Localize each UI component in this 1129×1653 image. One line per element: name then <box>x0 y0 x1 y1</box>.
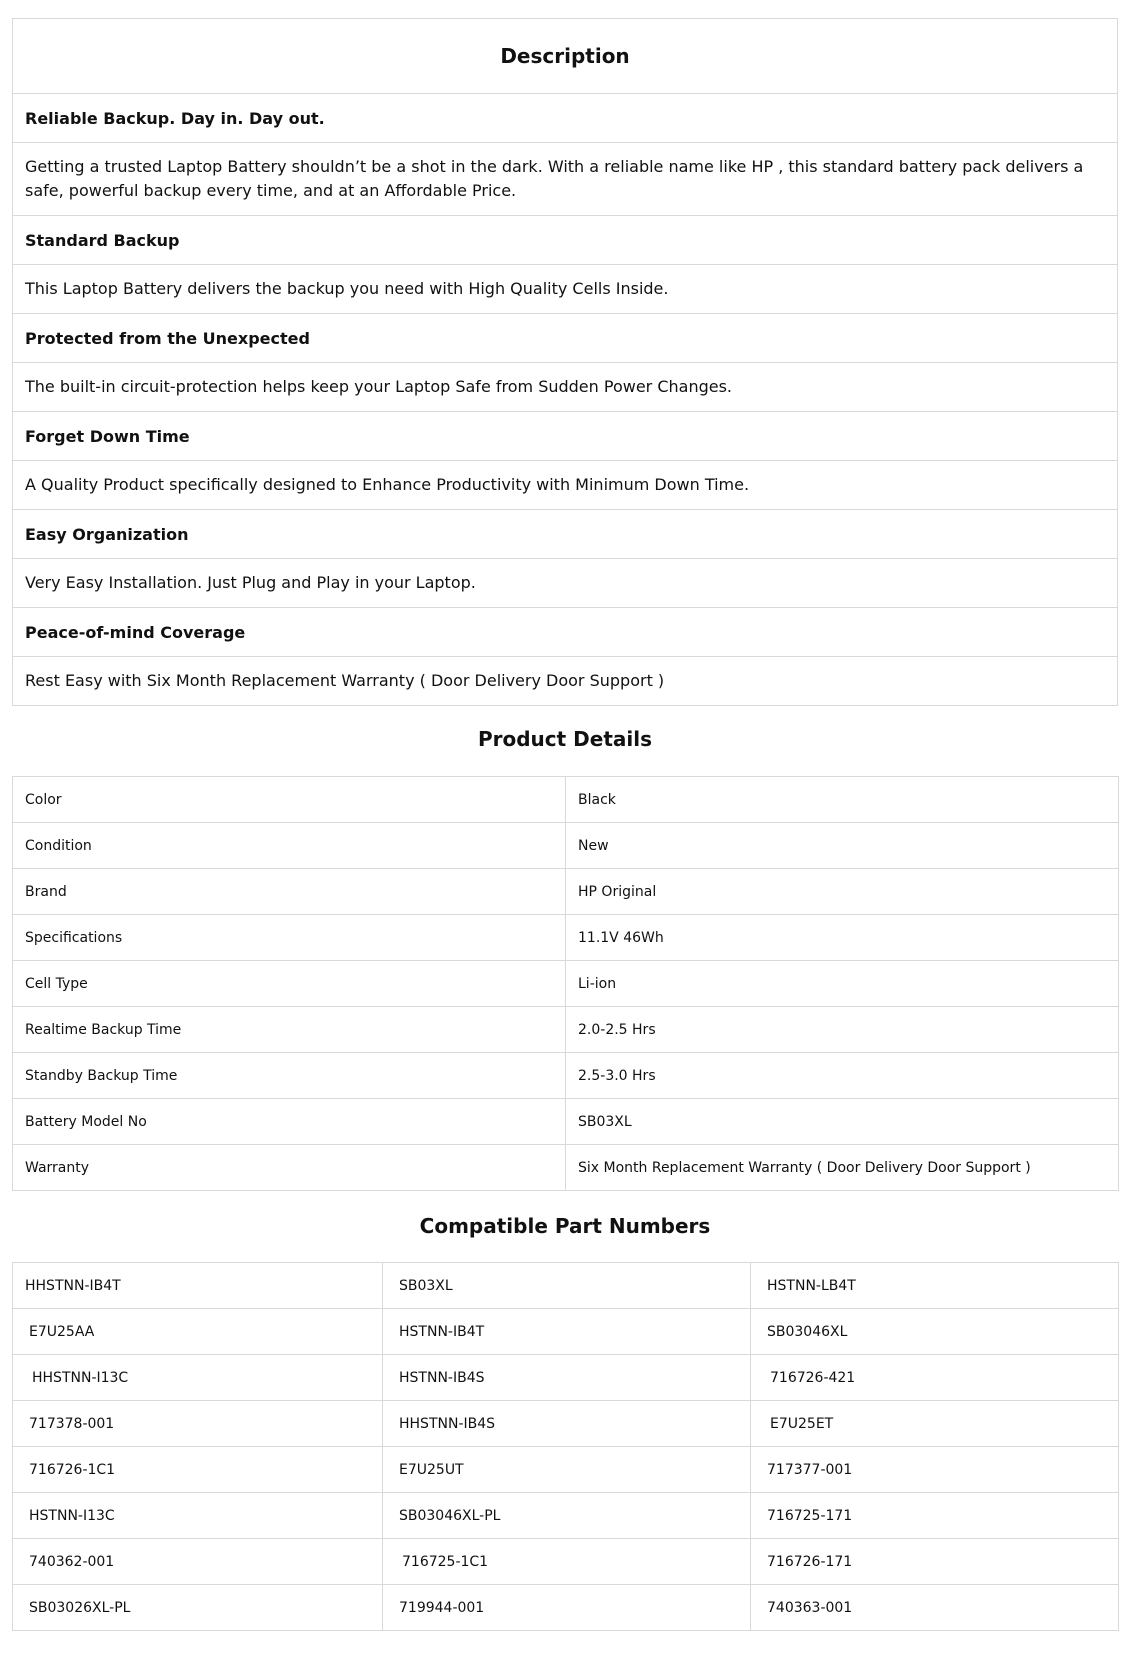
table-row <box>13 961 1119 1007</box>
table-row <box>13 1539 1119 1585</box>
part-number-cell: 716725-171 <box>751 1493 1119 1539</box>
section-text: Getting a trusted Laptop Battery shouldn’t be a shot in the dark. With a reliable name like HP , this standard battery pack delivers a safe, powerful backup every time, and at an Affordable Price. <box>13 143 1118 216</box>
detail-value: HP Original <box>566 869 1119 915</box>
detail-value: 2.0-2.5 Hrs <box>566 1007 1119 1053</box>
compatible-parts-title: Compatible Part Numbers <box>419 1214 711 1238</box>
detail-label: Realtime Backup Time <box>13 1007 566 1053</box>
section-text: A Quality Product specifically designed to Enhance Productivity with Minimum Down Time. <box>13 461 1118 510</box>
detail-label: Cell Type <box>13 961 566 1007</box>
table-row <box>13 1585 1119 1631</box>
section-heading: Easy Organization <box>13 510 1118 559</box>
section-heading: Forget Down Time <box>13 412 1118 461</box>
section-heading: Standard Backup <box>13 216 1118 265</box>
section-text: The built-in circuit-protection helps keep your Laptop Safe from Sudden Power Changes. <box>13 363 1118 412</box>
part-number-cell: 717378-001 <box>13 1401 383 1447</box>
part-number-cell: 716726-421 <box>751 1355 1119 1401</box>
detail-label: Color <box>13 777 566 823</box>
part-number-cell: HSTNN-I13C <box>13 1493 383 1539</box>
detail-value: Li-ion <box>566 961 1119 1007</box>
part-number-cell: HSTNN-IB4S <box>383 1355 751 1401</box>
part-number-cell: 716726-171 <box>751 1539 1119 1585</box>
detail-value: Six Month Replacement Warranty ( Door Delivery Door Support ) <box>566 1145 1119 1191</box>
part-number-cell: SB03046XL-PL <box>383 1493 751 1539</box>
detail-label: Condition <box>13 823 566 869</box>
part-number-cell: HSTNN-IB4T <box>383 1309 751 1355</box>
table-row <box>13 1263 1119 1309</box>
part-number-cell: SB03XL <box>383 1263 751 1309</box>
part-number-cell: 740362-001 <box>13 1539 383 1585</box>
part-number-cell: HHSTNN-IB4S <box>383 1401 751 1447</box>
detail-value: 11.1V 46Wh <box>566 915 1119 961</box>
section-heading: Reliable Backup. Day in. Day out. <box>13 94 1118 143</box>
section-heading: Protected from the Unexpected <box>13 314 1118 363</box>
section-text: Rest Easy with Six Month Replacement Warranty ( Door Delivery Door Support ) <box>13 657 1118 706</box>
detail-value: 2.5-3.0 Hrs <box>566 1053 1119 1099</box>
table-row <box>13 1145 1119 1191</box>
description-title: Description <box>13 19 1118 94</box>
part-number-cell: HHSTNN-I13C <box>13 1355 383 1401</box>
table-row <box>13 1401 1119 1447</box>
detail-label: Standby Backup Time <box>13 1053 566 1099</box>
table-row <box>13 1053 1119 1099</box>
product-details-table <box>12 776 1119 1191</box>
part-number-cell: 717377-001 <box>751 1447 1119 1493</box>
detail-value: New <box>566 823 1119 869</box>
part-number-cell: HSTNN-LB4T <box>751 1263 1119 1309</box>
part-number-cell: E7U25AA <box>13 1309 383 1355</box>
section-text: Very Easy Installation. Just Plug and Play in your Laptop. <box>13 559 1118 608</box>
table-row <box>13 1355 1119 1401</box>
compatible-parts-table <box>12 1262 1119 1631</box>
detail-label: Specifications <box>13 915 566 961</box>
part-number-cell: E7U25ET <box>751 1401 1119 1447</box>
detail-value: Black <box>566 777 1119 823</box>
detail-label: Warranty <box>13 1145 566 1191</box>
table-row <box>13 1099 1119 1145</box>
part-number-cell: 716726-1C1 <box>13 1447 383 1493</box>
table-row <box>13 869 1119 915</box>
part-number-cell: 716725-1C1 <box>383 1539 751 1585</box>
part-number-cell: 719944-001 <box>383 1585 751 1631</box>
detail-label: Brand <box>13 869 566 915</box>
table-row <box>13 1493 1119 1539</box>
description-table <box>12 18 1118 706</box>
table-row <box>13 823 1119 869</box>
table-row <box>13 1447 1119 1493</box>
table-row <box>13 777 1119 823</box>
section-heading: Peace-of-mind Coverage <box>13 608 1118 657</box>
part-number-cell: HHSTNN-IB4T <box>13 1263 383 1309</box>
part-number-cell: SB03026XL-PL <box>13 1585 383 1631</box>
table-row <box>13 1309 1119 1355</box>
part-number-cell: SB03046XL <box>751 1309 1119 1355</box>
table-row <box>13 915 1119 961</box>
product-details-title: Product Details <box>477 727 653 751</box>
section-text: This Laptop Battery delivers the backup you need with High Quality Cells Inside. <box>13 265 1118 314</box>
part-number-cell: 740363-001 <box>751 1585 1119 1631</box>
detail-label: Battery Model No <box>13 1099 566 1145</box>
table-row <box>13 1007 1119 1053</box>
detail-value: SB03XL <box>566 1099 1119 1145</box>
part-number-cell: E7U25UT <box>383 1447 751 1493</box>
